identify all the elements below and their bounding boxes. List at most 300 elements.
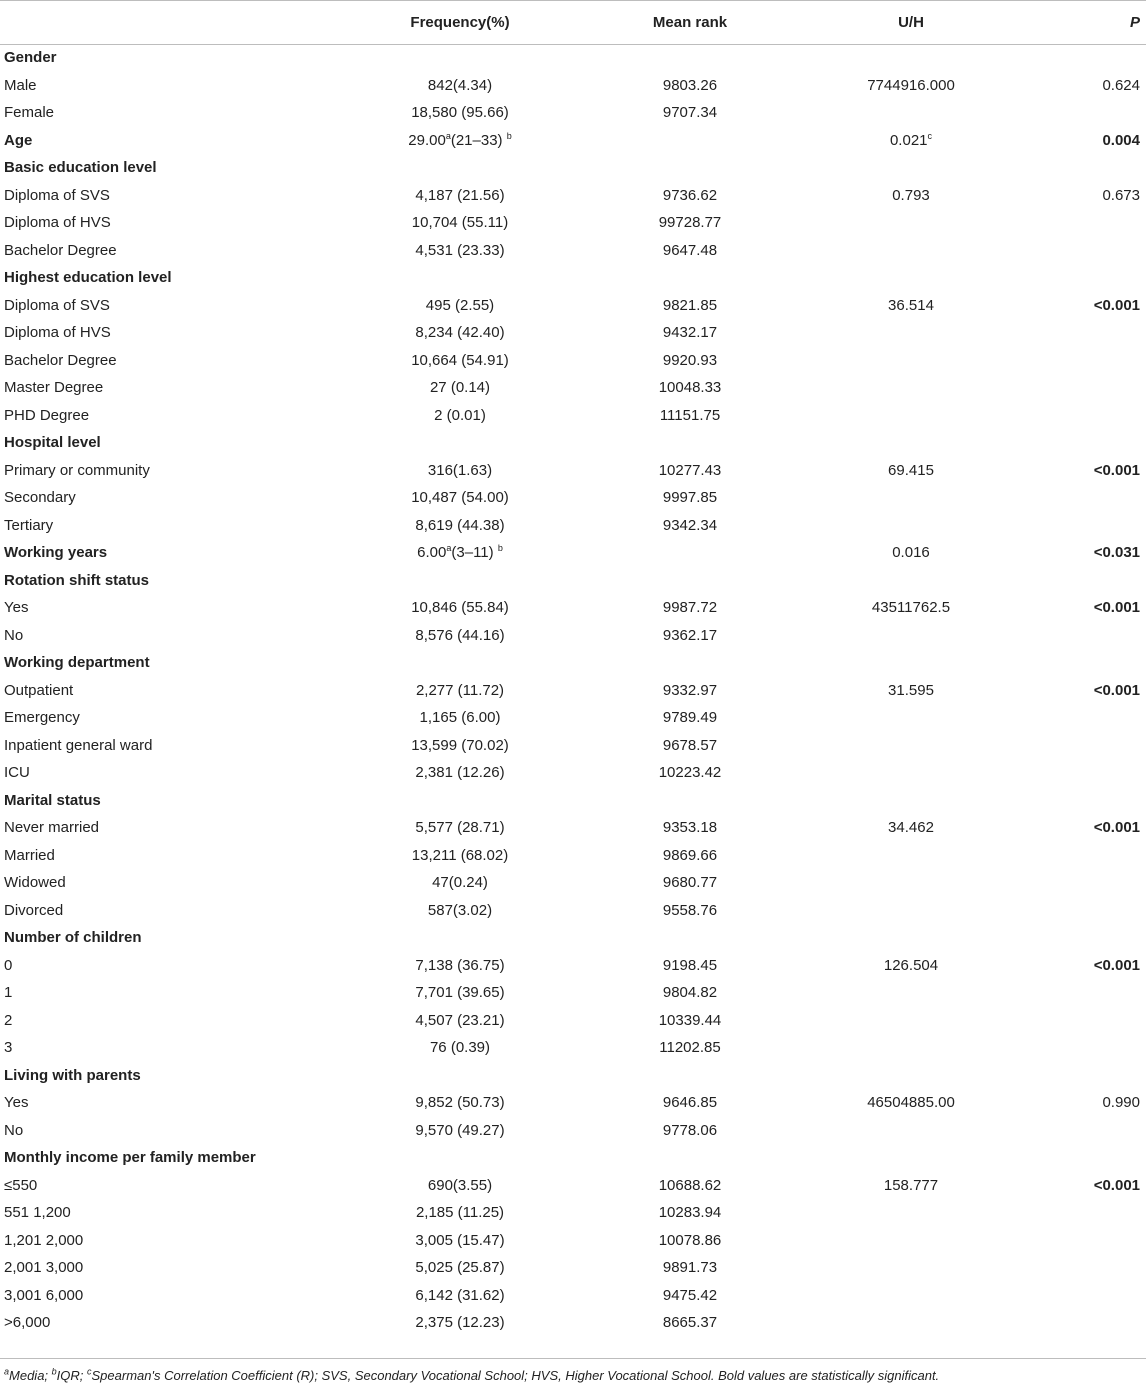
table-row [0, 1199, 1146, 1227]
uh-value: 0.016 [892, 544, 930, 562]
uh-cell [770, 567, 1052, 595]
mean-rank-cell: 9475.42 [662, 1286, 718, 1304]
frequency-sup-a: a [446, 543, 452, 554]
p-value-cell [1052, 402, 1146, 430]
mean-rank-cell: 10223.42 [658, 764, 722, 782]
frequency-cell: 842(4.34) [427, 76, 493, 94]
frequency-cell: 10,704 (55.11) [411, 214, 509, 232]
table-group-row [0, 924, 1146, 952]
frequency-cell [310, 127, 610, 155]
p-value-cell [1052, 374, 1146, 402]
table-row [0, 484, 1146, 512]
row-label: No [4, 1121, 24, 1139]
uh-value: 0.021 [889, 131, 928, 149]
frequency-cell: 5,025 (25.87) [415, 1259, 505, 1277]
uh-cell [770, 237, 1052, 265]
p-value-cell [1052, 1254, 1146, 1282]
row-label: No [4, 626, 24, 644]
mean-rank-cell: 9707.34 [662, 104, 718, 122]
uh-cell [770, 539, 1052, 567]
mean-rank-cell: 10277.43 [658, 461, 722, 479]
uh-cell [770, 842, 1052, 870]
table-row [0, 1282, 1146, 1310]
p-value-cell: 0.004 [1102, 131, 1140, 149]
uh-cell: 69.415 [888, 461, 934, 479]
table-row [0, 732, 1146, 760]
p-value-cell [1052, 897, 1146, 925]
table-group-row [0, 1062, 1146, 1090]
frequency-cell: 18,580 (95.66) [411, 104, 509, 122]
uh-cell: 126.504 [883, 956, 939, 974]
frequency-cell [310, 154, 610, 182]
p-value-cell [1052, 1282, 1146, 1310]
frequency-sup-b: b [497, 543, 503, 554]
row-label: Monthly income per family member [4, 1149, 256, 1167]
uh-cell: 34.462 [888, 819, 934, 837]
row-label: Widowed [4, 874, 66, 892]
frequency-cell: 13,599 (70.02) [411, 736, 509, 754]
row-label: ≤550 [4, 1176, 38, 1194]
uh-cell [770, 127, 1052, 155]
mean-rank-cell [610, 787, 770, 815]
footnote-text-3: Spearman's Correlation Coefficient (R); SVS, Secondary Vocational School; HVS, Higher Vocational School. Bold values are statistically significant. [91, 1368, 940, 1383]
header-variable [0, 0, 310, 44]
frequency-cell: 76 (0.39) [429, 1039, 491, 1057]
mean-rank-cell: 10048.33 [658, 379, 722, 397]
p-value-cell [1052, 237, 1146, 265]
row-label: Diploma of SVS [4, 186, 110, 204]
mean-rank-cell: 9821.85 [662, 296, 718, 314]
table-row [0, 347, 1146, 375]
frequency-cell [310, 649, 610, 677]
table-row [0, 1007, 1146, 1035]
p-value-cell: <0.001 [1093, 296, 1140, 314]
footnote-sup-a: a [4, 1366, 10, 1377]
mean-rank-cell: 9987.72 [662, 599, 718, 617]
row-label: Diploma of SVS [4, 296, 110, 314]
frequency-cell: 2 (0.01) [434, 406, 486, 424]
frequency-cell: 5,577 (28.71) [415, 819, 505, 837]
uh-cell [770, 704, 1052, 732]
table-group-row [0, 567, 1146, 595]
table-row [0, 622, 1146, 650]
mean-rank-cell: 9803.26 [662, 76, 718, 94]
header-frequency: Frequency(%) [410, 13, 510, 31]
row-label: >6,000 [4, 1314, 51, 1332]
frequency-iqr: (21–33) [450, 131, 507, 149]
mean-rank-cell [610, 567, 770, 595]
row-label: Diploma of HVS [4, 324, 111, 342]
frequency-cell: 4,507 (23.21) [415, 1011, 505, 1029]
uh-cell [770, 319, 1052, 347]
row-label: 551 1,200 [4, 1204, 71, 1222]
uh-cell: 7744916.000 [867, 76, 955, 94]
frequency-cell: 4,187 (21.56) [415, 186, 505, 204]
uh-cell: 158.777 [883, 1176, 939, 1194]
frequency-cell: 495 (2.55) [425, 296, 495, 314]
uh-cell [770, 649, 1052, 677]
uh-cell [770, 484, 1052, 512]
uh-cell [770, 264, 1052, 292]
table-row [0, 1089, 1146, 1117]
footnote-text-2: IQR; [56, 1368, 88, 1383]
uh-cell [770, 347, 1052, 375]
uh-cell [770, 99, 1052, 127]
table-group-row [0, 154, 1146, 182]
uh-cell [770, 154, 1052, 182]
p-value-cell [1052, 567, 1146, 595]
uh-cell [770, 512, 1052, 540]
mean-rank-cell: 9869.66 [662, 846, 718, 864]
row-label: Number of children [4, 929, 142, 947]
table-row [0, 319, 1146, 347]
frequency-cell: 8,234 (42.40) [415, 324, 505, 342]
row-label: Living with parents [4, 1066, 141, 1084]
p-value-cell [1052, 704, 1146, 732]
table-row [0, 814, 1146, 842]
uh-cell [770, 1007, 1052, 1035]
p-value-cell [1052, 154, 1146, 182]
row-label: Marital status [4, 791, 101, 809]
p-value-cell [1052, 622, 1146, 650]
frequency-cell: 1,165 (6.00) [419, 709, 501, 727]
frequency-cell: 2,381 (12.26) [415, 764, 505, 782]
frequency-cell: 10,487 (54.00) [411, 489, 509, 507]
table-row [0, 1254, 1146, 1282]
table-row [0, 99, 1146, 127]
header-p: P [1129, 13, 1140, 31]
mean-rank-cell [610, 1062, 770, 1090]
table-row [0, 457, 1146, 485]
uh-cell [770, 732, 1052, 760]
table-group-row [0, 1144, 1146, 1172]
row-label: Tertiary [4, 516, 54, 534]
p-value-cell: <0.001 [1093, 599, 1140, 617]
frequency-sup-a: a [445, 130, 451, 141]
p-value-cell [1052, 869, 1146, 897]
row-label: 2,001 3,000 [4, 1259, 84, 1277]
p-value-cell [1052, 99, 1146, 127]
frequency-cell: 47(0.24) [432, 874, 488, 892]
p-value-cell: <0.001 [1093, 1176, 1140, 1194]
table-row [0, 72, 1146, 100]
frequency-sup-b: b [506, 130, 512, 141]
header-uh: U/H [898, 13, 924, 31]
p-value-cell: 0.673 [1102, 186, 1140, 204]
row-label: 1 [4, 984, 13, 1002]
row-label: Bachelor Degree [4, 241, 117, 259]
frequency-cell: 8,619 (44.38) [415, 516, 505, 534]
uh-cell [770, 787, 1052, 815]
row-label: Emergency [4, 709, 80, 727]
uh-cell [770, 1227, 1052, 1255]
p-value-cell: <0.031 [1093, 544, 1140, 562]
table-group-row [0, 649, 1146, 677]
row-label: Basic education level [4, 159, 157, 177]
mean-rank-cell: 9789.49 [662, 709, 718, 727]
frequency-median: 29.00 [408, 131, 446, 149]
mean-rank-cell [610, 649, 770, 677]
p-value-cell [1052, 209, 1146, 237]
p-value-cell [1052, 1199, 1146, 1227]
p-value-cell: <0.001 [1093, 819, 1140, 837]
uh-cell: 31.595 [888, 681, 934, 699]
p-value-cell [1052, 1062, 1146, 1090]
p-value-cell [1052, 512, 1146, 540]
uh-sup: c [927, 130, 933, 141]
row-label: Secondary [4, 489, 76, 507]
frequency-cell [310, 429, 610, 457]
row-label: Hospital level [4, 434, 101, 452]
p-value-cell: <0.001 [1093, 461, 1140, 479]
uh-cell [770, 897, 1052, 925]
table-row [0, 182, 1146, 210]
row-label: Inpatient general ward [4, 736, 153, 754]
p-value-cell [1052, 429, 1146, 457]
row-label: 3 [4, 1039, 13, 1057]
mean-rank-cell: 11202.85 [659, 1039, 721, 1057]
mean-rank-cell: 9332.97 [662, 681, 718, 699]
mean-rank-cell: 9920.93 [662, 351, 718, 369]
row-label: Diploma of HVS [4, 214, 111, 232]
mean-rank-cell: 9362.17 [662, 626, 718, 644]
p-value-cell [1052, 1007, 1146, 1035]
frequency-cell: 2,185 (11.25) [415, 1204, 505, 1222]
p-value-cell [1052, 1144, 1146, 1172]
table-group-row [0, 787, 1146, 815]
row-label: Male [4, 76, 37, 94]
p-value-cell [1052, 1309, 1146, 1337]
mean-rank-cell [610, 154, 770, 182]
mean-rank-cell: 10078.86 [658, 1231, 722, 1249]
mean-rank-cell: 10339.44 [658, 1011, 722, 1029]
table-row [0, 952, 1146, 980]
table-row [0, 1227, 1146, 1255]
mean-rank-cell [610, 127, 770, 155]
row-label: Yes [4, 1094, 29, 1112]
table-group-row [0, 264, 1146, 292]
table-row [0, 237, 1146, 265]
table-row [0, 512, 1146, 540]
uh-cell [770, 869, 1052, 897]
uh-cell: 46504885.00 [867, 1094, 955, 1112]
row-label: Yes [4, 599, 29, 617]
table-row [0, 1034, 1146, 1062]
frequency-cell [310, 567, 610, 595]
table-row [0, 1309, 1146, 1337]
footer-rule [0, 1358, 1146, 1359]
row-label: Never married [4, 819, 100, 837]
frequency-cell: 10,664 (54.91) [411, 351, 509, 369]
p-value-cell [1052, 1034, 1146, 1062]
table-row [0, 842, 1146, 870]
table-group-row [0, 429, 1146, 457]
frequency-cell: 6,142 (31.62) [415, 1286, 505, 1304]
row-label: Working department [4, 654, 150, 672]
p-value-cell [1052, 979, 1146, 1007]
mean-rank-cell: 99728.77 [658, 214, 722, 232]
p-value-cell: <0.001 [1093, 956, 1140, 974]
row-label: Married [4, 846, 55, 864]
row-label: 1,201 2,000 [4, 1231, 84, 1249]
p-value-cell [1052, 787, 1146, 815]
table-row [0, 1117, 1146, 1145]
frequency-iqr: (3–11) [451, 544, 498, 562]
table-row [0, 594, 1146, 622]
uh-cell [770, 1034, 1052, 1062]
header-mean-rank: Mean rank [652, 13, 728, 31]
row-label: Outpatient [4, 681, 74, 699]
p-value-cell [1052, 1117, 1146, 1145]
uh-cell [770, 759, 1052, 787]
mean-rank-cell: 10283.94 [658, 1204, 722, 1222]
row-label: Female [4, 104, 55, 122]
table-row [0, 374, 1146, 402]
table-group-row [0, 127, 1146, 155]
table-row [0, 677, 1146, 705]
uh-cell: 36.514 [888, 296, 934, 314]
table-row [0, 1172, 1146, 1200]
uh-cell [770, 209, 1052, 237]
row-label: Master Degree [4, 379, 104, 397]
row-label: Age [4, 131, 33, 149]
row-label: Rotation shift status [4, 571, 149, 589]
table-row [0, 209, 1146, 237]
p-value-cell [1052, 924, 1146, 952]
uh-cell [770, 374, 1052, 402]
p-value-cell [1052, 319, 1146, 347]
mean-rank-cell: 9736.62 [662, 186, 718, 204]
table-row [0, 292, 1146, 320]
mean-rank-cell: 9647.48 [662, 241, 718, 259]
mean-rank-cell: 8665.37 [662, 1314, 718, 1332]
p-value-cell [1052, 264, 1146, 292]
uh-cell: 43511762.5 [871, 599, 951, 617]
mean-rank-cell: 9678.57 [662, 736, 718, 754]
mean-rank-cell: 11151.75 [659, 406, 721, 424]
frequency-cell: 690(3.55) [427, 1176, 493, 1194]
table-body [0, 44, 1146, 1337]
table-group-row [0, 44, 1146, 72]
mean-rank-cell: 9778.06 [662, 1121, 718, 1139]
table-group-row [0, 539, 1146, 567]
mean-rank-cell: 9804.82 [662, 984, 718, 1002]
uh-cell [770, 1254, 1052, 1282]
table-footnote [4, 1368, 939, 1383]
frequency-cell: 4,531 (23.33) [415, 241, 505, 259]
uh-cell [770, 979, 1052, 1007]
frequency-cell [310, 1062, 610, 1090]
uh-cell [770, 1309, 1052, 1337]
frequency-cell: 9,570 (49.27) [415, 1121, 505, 1139]
frequency-median: 6.00 [417, 544, 447, 562]
uh-cell [770, 1117, 1052, 1145]
table-row [0, 704, 1146, 732]
mean-rank-cell: 9891.73 [662, 1259, 718, 1277]
row-label: Highest education level [4, 269, 172, 287]
uh-cell [770, 402, 1052, 430]
mean-rank-cell [610, 44, 770, 72]
mean-rank-cell [610, 539, 770, 567]
frequency-cell: 9,852 (50.73) [415, 1094, 505, 1112]
row-label: ICU [4, 764, 30, 782]
uh-cell [770, 429, 1052, 457]
frequency-cell: 10,846 (55.84) [411, 599, 509, 617]
frequency-cell [310, 1144, 610, 1172]
row-label: 0 [4, 956, 13, 974]
mean-rank-cell [610, 924, 770, 952]
p-value-cell [1052, 347, 1146, 375]
frequency-cell [310, 539, 610, 567]
header-row [0, 0, 1146, 44]
table-row [0, 759, 1146, 787]
uh-cell [770, 1144, 1052, 1172]
frequency-cell: 2,277 (11.72) [415, 681, 505, 699]
uh-cell [770, 44, 1052, 72]
row-label: 2 [4, 1011, 13, 1029]
frequency-cell: 7,701 (39.65) [415, 984, 505, 1002]
row-label: 3,001 6,000 [4, 1286, 84, 1304]
frequency-cell: 13,211 (68.02) [411, 846, 509, 864]
row-label: Divorced [4, 901, 64, 919]
uh-cell [770, 1199, 1052, 1227]
row-label: Gender [4, 49, 57, 67]
p-value-cell: 0.990 [1102, 1094, 1140, 1112]
frequency-cell: 27 (0.14) [429, 379, 491, 397]
frequency-cell: 587(3.02) [427, 901, 493, 919]
uh-cell [770, 622, 1052, 650]
frequency-cell [310, 264, 610, 292]
row-label: Working years [4, 544, 108, 562]
mean-rank-cell: 9342.34 [662, 516, 718, 534]
row-label: Primary or community [4, 461, 150, 479]
p-value-cell [1052, 759, 1146, 787]
frequency-cell: 7,138 (36.75) [415, 956, 505, 974]
row-label: PHD Degree [4, 406, 90, 424]
p-value-cell: <0.001 [1093, 681, 1140, 699]
frequency-cell: 316(1.63) [427, 461, 493, 479]
p-value-cell [1052, 842, 1146, 870]
uh-cell [770, 924, 1052, 952]
row-label: Bachelor Degree [4, 351, 117, 369]
frequency-cell: 2,375 (12.23) [415, 1314, 505, 1332]
uh-cell [770, 1062, 1052, 1090]
frequency-cell [310, 924, 610, 952]
p-value-cell [1052, 1227, 1146, 1255]
uh-cell: 0.793 [892, 186, 930, 204]
p-value-cell [1052, 484, 1146, 512]
mean-rank-cell: 9198.45 [662, 956, 718, 974]
mean-rank-cell: 9646.85 [662, 1094, 718, 1112]
mean-rank-cell: 9558.76 [662, 901, 718, 919]
mean-rank-cell [610, 264, 770, 292]
mean-rank-cell [610, 1144, 770, 1172]
frequency-cell [310, 787, 610, 815]
p-value-cell: 0.624 [1102, 76, 1140, 94]
mean-rank-cell: 9680.77 [662, 874, 718, 892]
p-value-cell [1052, 649, 1146, 677]
uh-cell [770, 1282, 1052, 1310]
frequency-cell [310, 44, 610, 72]
frequency-cell: 8,576 (44.16) [415, 626, 505, 644]
footnote-text-1: Media; [9, 1368, 52, 1383]
p-value-cell [1052, 732, 1146, 760]
mean-rank-cell: 10688.62 [658, 1176, 722, 1194]
table-row [0, 869, 1146, 897]
frequency-cell: 3,005 (15.47) [415, 1231, 505, 1249]
mean-rank-cell: 9997.85 [662, 489, 718, 507]
table-row [0, 979, 1146, 1007]
